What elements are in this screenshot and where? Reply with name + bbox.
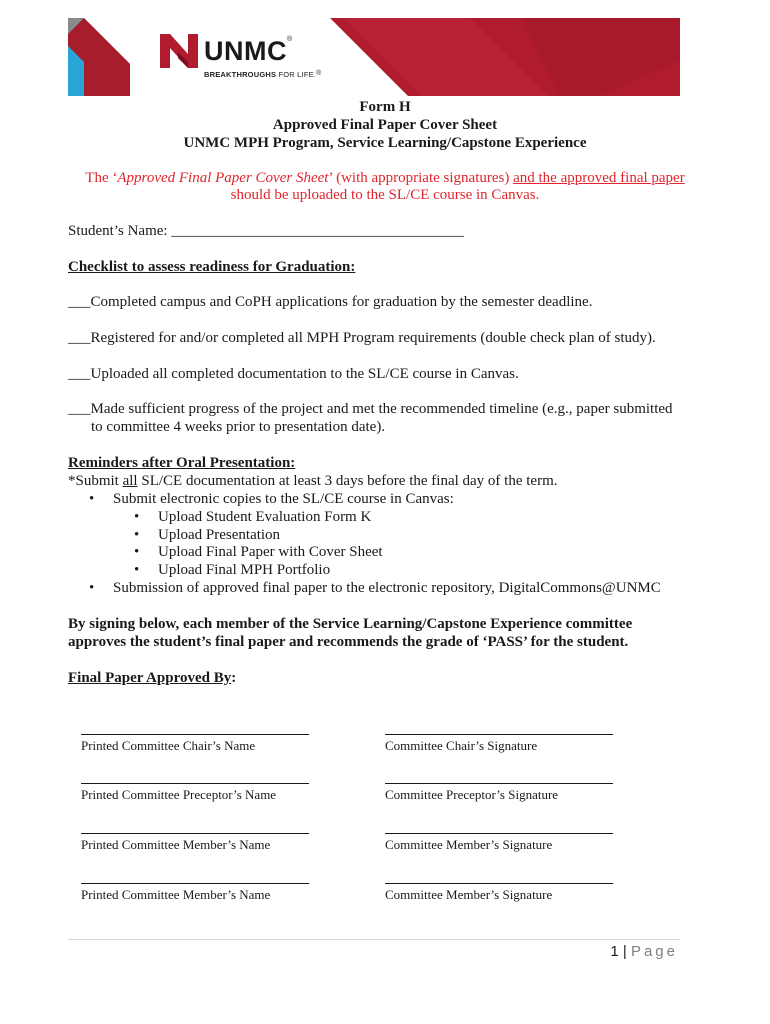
- submit-reminder: *Submit all SL/CE documentation at least 3 days before the final day of the term.: [68, 473, 558, 489]
- checklist-item: ___Completed campus and CoPH applications for graduation by the semester deadline.: [68, 294, 593, 310]
- signature-label: Printed Committee Chair’s Name: [81, 738, 256, 753]
- logo-tagline: BREAKTHROUGHS FOR LIFE.®: [204, 70, 322, 79]
- signature-label: Printed Committee Member’s Name: [81, 837, 271, 852]
- bullet-repository: • Submission of approved final paper to the electronic repository, DigitalCommons@UNMC: [113, 579, 661, 597]
- logo-wordmark: UNMC®: [204, 36, 293, 66]
- form-title: Form H: [359, 99, 411, 115]
- page-number: 1 | Page: [610, 943, 678, 960]
- bullet-sub-item: • Upload Final MPH Portfolio: [158, 561, 330, 579]
- signature-line-preceptor-signature[interactable]: [385, 783, 613, 784]
- checklist-item: ___Uploaded all completed documentation to the SL/CE course in Canvas.: [68, 366, 519, 382]
- upload-notice-line-2: should be uploaded to the SL/CE course in Canvas.: [230, 187, 540, 203]
- signature-label: Committee Chair’s Signature: [385, 738, 538, 753]
- signature-label: Committee Preceptor’s Signature: [385, 787, 559, 802]
- signature-label: Committee Member’s Signature: [385, 887, 553, 902]
- approved-by-heading: Final Paper Approved By:: [68, 670, 237, 686]
- unmc-n-mark-icon: [158, 34, 200, 68]
- signature-label: Committee Member’s Signature: [385, 837, 553, 852]
- checklist-item-continuation: to committee 4 weeks prior to presentation date).: [91, 419, 386, 435]
- footer-divider: [68, 939, 680, 940]
- checklist-heading: Checklist to assess readiness for Graduation:: [68, 259, 356, 275]
- bullet-sub-item: • Upload Presentation: [158, 526, 280, 544]
- signing-statement-line-1: By signing below, each member of the Service Learning/Capstone Experience committee: [68, 616, 633, 632]
- signature-line-chair-name[interactable]: [81, 734, 309, 735]
- bullet-sub-item: • Upload Final Paper with Cover Sheet: [158, 543, 383, 561]
- signature-label: Printed Committee Preceptor’s Name: [81, 787, 277, 802]
- checklist-item: ___Made sufficient progress of the project and met the recommended timeline (e.g., paper submitted: [68, 401, 673, 417]
- signing-statement-line-2: approves the student’s final paper and recommends the grade of ‘PASS’ for the student.: [68, 634, 629, 650]
- signature-line-preceptor-name[interactable]: [81, 783, 309, 784]
- signature-label: Printed Committee Member’s Name: [81, 887, 271, 902]
- form-subtitle: Approved Final Paper Cover Sheet: [272, 117, 498, 133]
- bullet-electronic-copies: • Submit electronic copies to the SL/CE course in Canvas:: [113, 490, 454, 508]
- signature-line-member-name[interactable]: [81, 833, 309, 834]
- signature-line-member-name[interactable]: [81, 883, 309, 884]
- reminders-heading: Reminders after Oral Presentation:: [68, 455, 296, 471]
- bullet-sub-item: • Upload Student Evaluation Form K: [158, 508, 371, 526]
- student-name-field: Student’s Name: _______________________________________: [68, 223, 464, 239]
- signature-line-member-signature[interactable]: [385, 833, 613, 834]
- signature-line-chair-signature[interactable]: [385, 734, 613, 735]
- header-banner: [0, 0, 770, 100]
- checklist-item: ___Registered for and/or completed all MPH Program requirements (double check plan of study).: [68, 330, 656, 346]
- upload-notice-line-1: The ‘Approved Final Paper Cover Sheet’ (with appropriate signatures) and the approved final paper: [85, 170, 685, 186]
- signature-line-member-signature[interactable]: [385, 883, 613, 884]
- unmc-logo: [158, 34, 322, 84]
- program-title: UNMC MPH Program, Service Learning/Capstone Experience: [183, 135, 587, 151]
